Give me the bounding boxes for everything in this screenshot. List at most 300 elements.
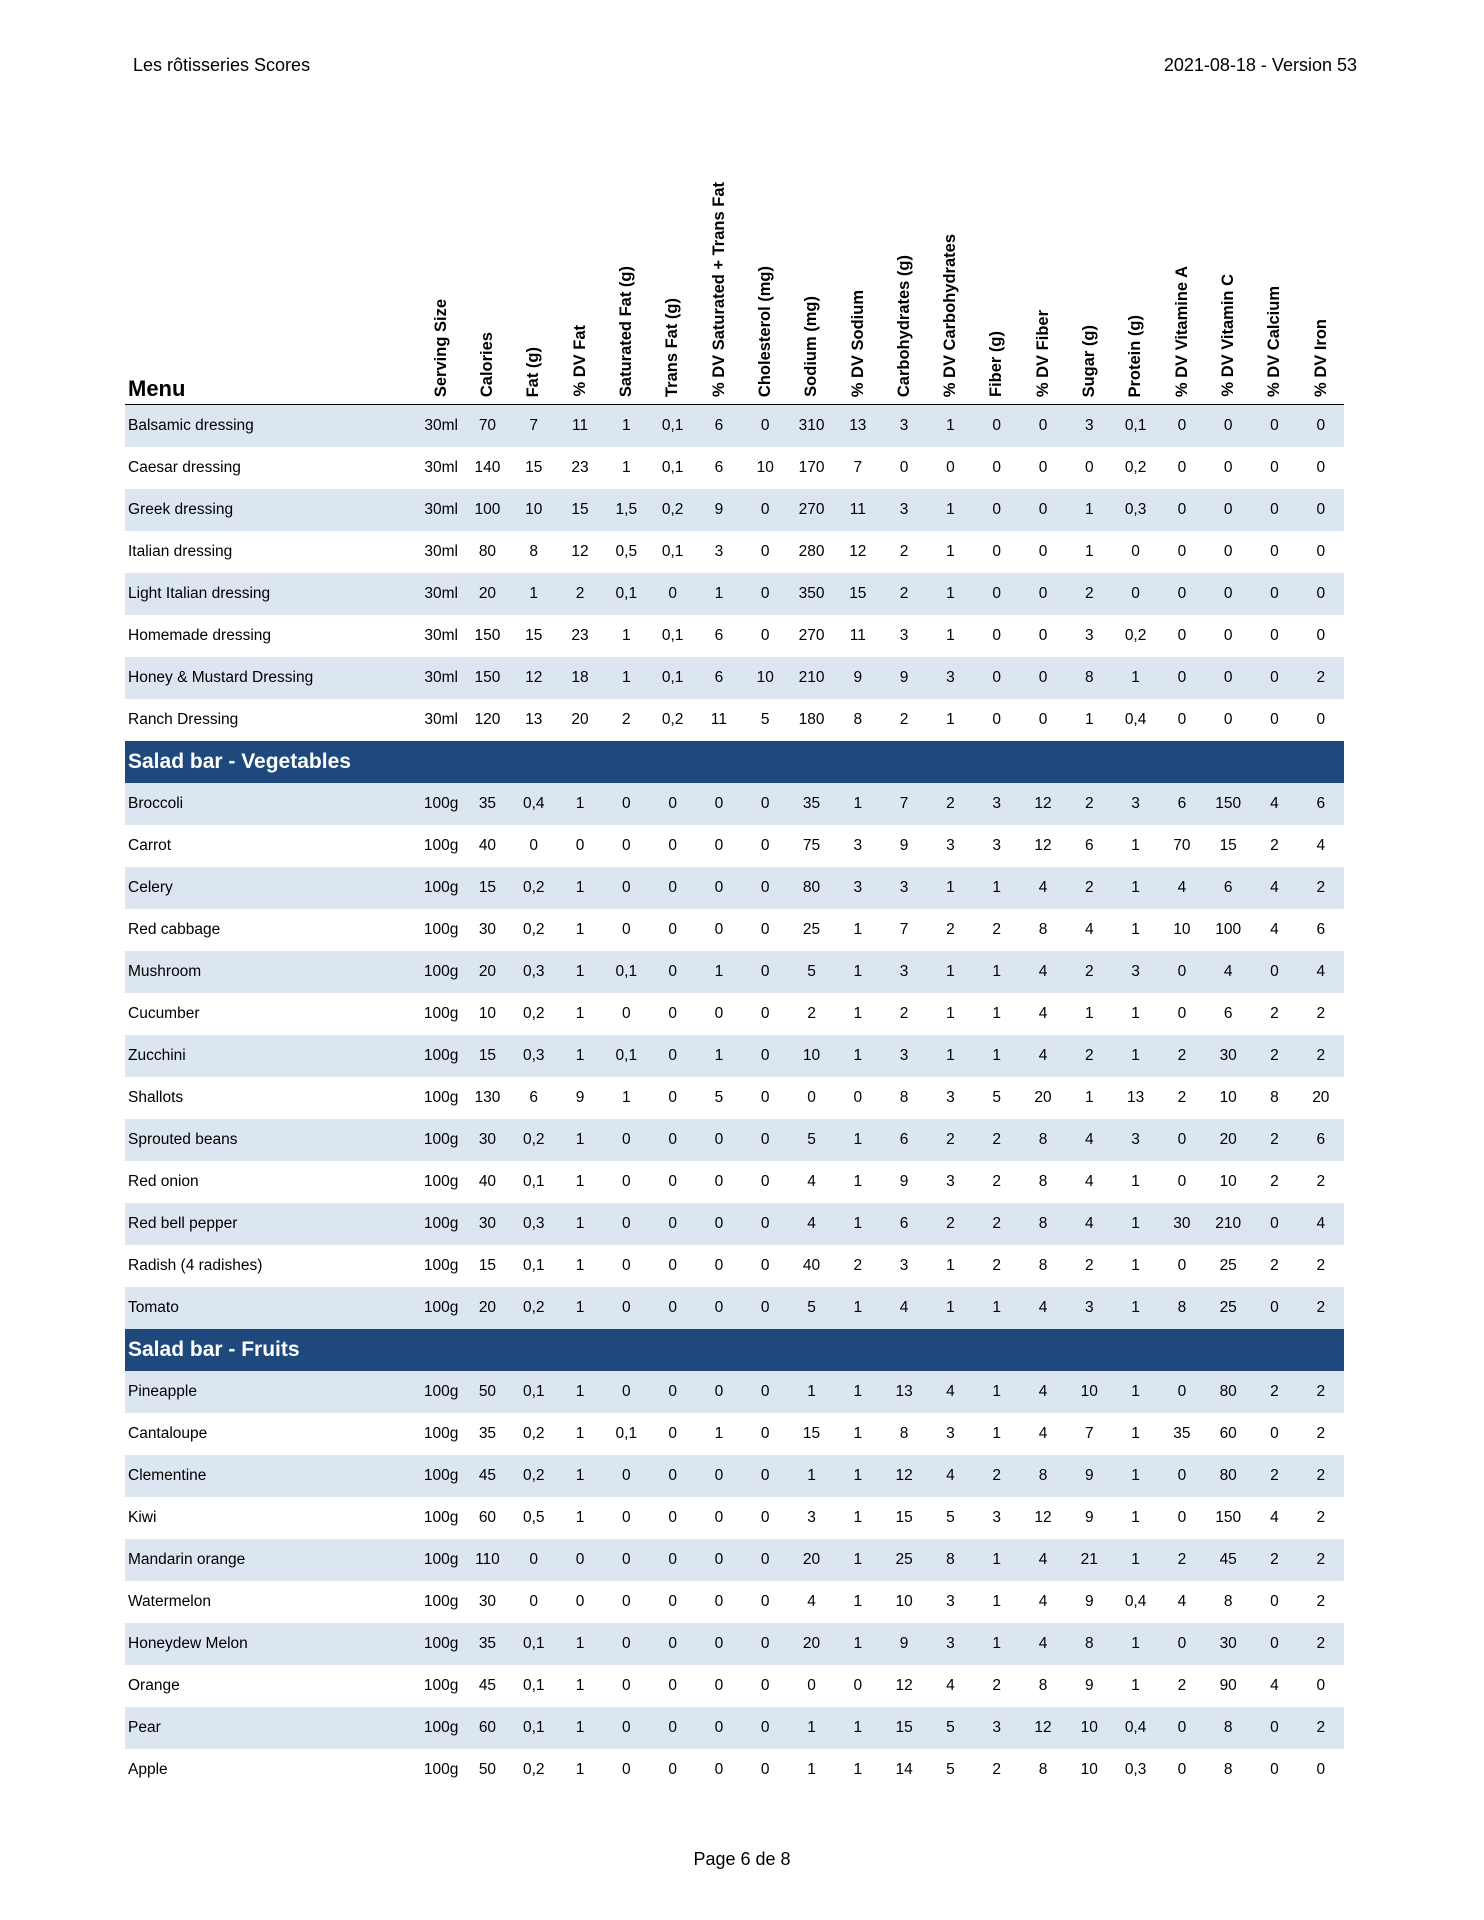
value-cell: 0 [1177, 1509, 1187, 1526]
column-header-label: % DV Vitamine A [1172, 265, 1191, 397]
value-cell: 1 [1131, 921, 1140, 938]
value-cell: 80 [1205, 1371, 1251, 1413]
value-cell: 35 [1173, 1425, 1191, 1442]
value-cell: 15 [464, 1035, 510, 1077]
value-cell: 0 [760, 1509, 770, 1526]
value-cell: 3 [992, 837, 1002, 854]
value-cell: 8 [1270, 1089, 1279, 1106]
value-cell: 4 [1020, 951, 1066, 993]
value-cell: 35 [464, 783, 510, 825]
table-row [125, 1707, 1344, 1749]
value-cell: 0,1 [522, 1173, 545, 1190]
value-cell: 2 [1298, 867, 1344, 909]
value-cell: 23 [571, 459, 589, 476]
item-name-cell: Clementine [125, 1455, 418, 1497]
value-cell: 0 [603, 1707, 649, 1749]
value-cell: 5 [946, 1761, 955, 1778]
value-cell: 1 [788, 1707, 834, 1749]
value-cell: 15 [478, 1257, 497, 1274]
value-cell: 0 [1251, 405, 1297, 448]
value-cell: 2 [1270, 1173, 1279, 1190]
value-cell: 30ml [418, 657, 464, 699]
value-cell: 0,4 [1112, 1707, 1158, 1749]
value-cell: 2 [1298, 1035, 1344, 1077]
value-cell: 2 [1316, 1509, 1326, 1526]
value-cell: 18 [557, 657, 603, 699]
value-cell: 3 [881, 405, 927, 448]
value-cell: 80 [1205, 1455, 1251, 1497]
value-cell: 1 [575, 1257, 585, 1274]
table-row [125, 993, 1344, 1035]
value-cell: 2 [1316, 1005, 1326, 1022]
value-cell: 2 [557, 573, 603, 615]
value-cell: 1 [992, 1593, 1002, 1610]
value-cell: 0,5 [615, 543, 638, 560]
value-cell: 75 [802, 837, 821, 854]
value-cell: 0 [714, 1257, 724, 1274]
value-cell: 8 [1159, 1287, 1205, 1329]
table-row [125, 573, 1344, 615]
column-header [927, 150, 973, 405]
value-cell: 0,1 [661, 543, 684, 560]
item-name-cell: Watermelon [128, 1593, 211, 1610]
value-cell: 0 [974, 489, 1020, 531]
value-cell: 1 [927, 573, 973, 615]
value-cell: 4 [1251, 783, 1297, 825]
value-cell: 0 [696, 1119, 742, 1161]
value-cell: 2 [974, 1455, 1020, 1497]
value-cell: 100g [418, 1203, 464, 1245]
value-cell: 10 [1219, 1089, 1237, 1106]
column-header [881, 150, 927, 405]
value-cell: 1 [622, 627, 631, 644]
value-cell: 40 [802, 1257, 821, 1274]
value-cell: 0,2 [649, 489, 695, 531]
value-cell: 45 [478, 1677, 497, 1694]
value-cell: 9 [696, 489, 742, 531]
value-cell: 1 [853, 1173, 863, 1190]
value-cell: 14 [895, 1761, 913, 1778]
value-cell: 80 [788, 867, 834, 909]
value-cell: 0 [899, 459, 909, 476]
value-cell: 0 [649, 1203, 695, 1245]
value-cell: 3 [1112, 951, 1158, 993]
item-name-cell: Light Italian dressing [125, 573, 418, 615]
value-cell: 7 [1084, 1425, 1094, 1442]
value-cell: 1 [946, 711, 955, 728]
value-cell: 0 [622, 1677, 631, 1694]
column-header-label: % DV Fiber [1033, 309, 1052, 397]
item-name-cell: Red cabbage [128, 921, 221, 938]
value-cell: 4 [1298, 951, 1344, 993]
value-cell: 0,1 [603, 573, 649, 615]
value-cell: 8 [1223, 1761, 1233, 1778]
item-name-cell: Balsamic dressing [125, 405, 418, 448]
value-cell: 8 [853, 711, 863, 728]
value-cell: 15 [525, 627, 543, 644]
table-row [125, 783, 1344, 825]
value-cell: 0 [1298, 405, 1344, 448]
value-cell: 0,1 [661, 627, 684, 644]
value-cell: 0,4 [511, 783, 557, 825]
value-cell: 1 [807, 1761, 816, 1778]
value-cell: 25 [1205, 1287, 1251, 1329]
column-header [742, 150, 788, 405]
value-cell: 0 [1270, 1593, 1279, 1610]
value-cell: 4 [1020, 1287, 1066, 1329]
value-cell: 0 [1177, 711, 1187, 728]
value-cell: 1 [927, 1035, 973, 1077]
value-cell: 10 [478, 1005, 497, 1022]
value-cell: 1 [1112, 867, 1158, 909]
value-cell: 2 [992, 921, 1002, 938]
value-cell: 0 [1159, 405, 1205, 448]
value-cell: 0 [603, 1539, 649, 1581]
value-cell: 0 [714, 1761, 724, 1778]
item-name-cell: Orange [128, 1677, 180, 1694]
value-cell: 7 [881, 783, 927, 825]
item-name-cell: Mushroom [125, 951, 418, 993]
value-cell: 0,2 [522, 1761, 545, 1778]
value-cell: 1 [557, 783, 603, 825]
value-cell: 1 [622, 1089, 631, 1106]
value-cell: 0,2 [522, 921, 545, 938]
value-cell: 0 [742, 783, 788, 825]
value-cell: 0 [807, 1089, 816, 1106]
value-cell: 0 [1270, 711, 1279, 728]
value-cell: 0 [1177, 543, 1187, 560]
value-cell: 5 [760, 711, 770, 728]
value-cell: 0 [1316, 459, 1326, 476]
value-cell: 1 [557, 1287, 603, 1329]
value-cell: 35 [788, 783, 834, 825]
value-cell: 2 [992, 1677, 1002, 1694]
value-cell: 1 [1084, 1089, 1094, 1106]
item-name-cell: Ranch Dressing [128, 711, 239, 728]
value-cell: 4 [1251, 867, 1297, 909]
value-cell: 0 [1205, 405, 1251, 448]
table-row [125, 1497, 1344, 1539]
value-cell: 0 [760, 627, 770, 644]
value-cell: 2 [853, 1257, 863, 1274]
value-cell: 2 [1298, 657, 1344, 699]
value-cell: 2 [1298, 1455, 1344, 1497]
column-header-label: Fiber (g) [987, 331, 1006, 397]
column-header-label: % DV Carbohydrates [941, 233, 960, 397]
value-cell: 280 [798, 543, 825, 560]
value-cell: 0 [714, 1677, 724, 1694]
value-cell: 1 [1112, 1035, 1158, 1077]
value-cell: 9 [881, 657, 927, 699]
table-row [125, 1287, 1344, 1329]
value-cell: 1 [1131, 1257, 1140, 1274]
value-cell: 0 [649, 783, 695, 825]
value-cell: 1 [853, 1593, 863, 1610]
document-title: Les rôtisseries Scores [133, 55, 311, 75]
value-cell: 0 [1251, 1707, 1297, 1749]
value-cell: 150 [1205, 783, 1251, 825]
value-cell: 0 [1177, 1761, 1187, 1778]
column-header [788, 150, 834, 405]
value-cell: 100g [418, 1035, 464, 1077]
value-cell: 0 [1270, 543, 1279, 560]
value-cell: 0 [649, 951, 695, 993]
value-cell: 20 [1034, 1089, 1052, 1106]
value-cell: 0 [760, 1005, 770, 1022]
value-cell: 12 [571, 543, 589, 560]
value-cell: 100g [423, 1509, 459, 1526]
value-cell: 3 [1066, 1287, 1112, 1329]
value-cell: 2 [622, 711, 631, 728]
value-cell: 30ml [424, 543, 458, 560]
value-cell: 100 [1215, 921, 1242, 938]
value-cell: 1 [1131, 1677, 1140, 1694]
value-cell: 12 [849, 543, 867, 560]
value-cell: 0 [1316, 711, 1326, 728]
value-cell: 4 [1038, 1425, 1048, 1442]
value-cell: 0 [649, 1455, 695, 1497]
value-cell: 0,4 [1124, 711, 1147, 728]
value-cell: 0 [1038, 711, 1048, 728]
value-cell: 0,2 [511, 1119, 557, 1161]
value-cell: 0 [1112, 573, 1158, 615]
value-cell: 60 [478, 1509, 497, 1526]
item-name-cell: Pineapple [125, 1371, 418, 1413]
value-cell: 11 [849, 627, 866, 644]
item-name-cell: Radish (4 radishes) [128, 1257, 263, 1274]
value-cell: 0 [622, 837, 631, 854]
value-cell: 6 [1223, 1005, 1233, 1022]
value-cell: 8 [1020, 1203, 1066, 1245]
value-cell: 1 [557, 867, 603, 909]
value-cell: 5 [927, 1707, 973, 1749]
value-cell: 0 [668, 837, 677, 854]
value-cell: 0 [714, 1509, 724, 1526]
value-cell: 3 [992, 1509, 1002, 1526]
value-cell: 0 [992, 459, 1002, 476]
column-header [464, 150, 510, 405]
table-row [125, 1161, 1344, 1203]
value-cell: 5 [992, 1089, 1002, 1106]
value-cell: 0 [742, 1539, 788, 1581]
value-cell: 4 [1020, 1623, 1066, 1665]
value-cell: 10 [1080, 1761, 1098, 1778]
value-cell: 0 [1020, 405, 1066, 448]
value-cell: 0 [1251, 573, 1297, 615]
value-cell: 9 [899, 1173, 909, 1190]
table-row [125, 489, 1344, 531]
value-cell: 4 [927, 1455, 973, 1497]
value-cell: 0 [696, 1455, 742, 1497]
value-cell: 6 [529, 1089, 539, 1106]
table-row [125, 1245, 1344, 1287]
value-cell: 0 [742, 1035, 788, 1077]
value-cell: 0 [853, 1089, 863, 1106]
value-cell: 0 [760, 1089, 770, 1106]
value-cell: 40 [478, 837, 497, 854]
value-cell: 3 [881, 1035, 927, 1077]
column-header-label: % DV Sodium [848, 289, 867, 397]
value-cell: 0 [1223, 711, 1233, 728]
value-cell: 100g [418, 951, 464, 993]
value-cell: 0 [1316, 1761, 1326, 1778]
value-cell: 0 [622, 1173, 631, 1190]
value-cell: 4 [1270, 921, 1279, 938]
value-cell: 0 [992, 711, 1002, 728]
value-cell: 0 [649, 1035, 695, 1077]
value-cell: 0,1 [511, 1707, 557, 1749]
value-cell: 45 [464, 1455, 510, 1497]
value-cell: 310 [788, 405, 834, 448]
item-name-cell: Zucchini [125, 1035, 418, 1077]
value-cell: 0 [1159, 1455, 1205, 1497]
value-cell: 0 [1020, 489, 1066, 531]
value-cell: 30 [464, 1203, 510, 1245]
value-cell: 0 [696, 1287, 742, 1329]
value-cell: 0,1 [603, 951, 649, 993]
value-cell: 2 [1251, 1455, 1297, 1497]
table-row [125, 1119, 1344, 1161]
value-cell: 10 [742, 657, 788, 699]
value-cell: 4 [788, 1203, 834, 1245]
nutrition-table [125, 150, 1344, 1791]
value-cell: 1 [974, 951, 1020, 993]
value-cell: 21 [1066, 1539, 1112, 1581]
column-header-label: Cholesterol (mg) [755, 265, 774, 397]
column-header-label: Calories [478, 331, 497, 397]
value-cell: 0 [1298, 573, 1344, 615]
value-cell: 8 [1066, 657, 1112, 699]
item-name-cell: Kiwi [128, 1509, 157, 1526]
value-cell: 0 [575, 1593, 585, 1610]
value-cell: 0,3 [511, 951, 557, 993]
value-cell: 1 [1084, 543, 1094, 560]
value-cell: 3 [714, 543, 724, 560]
value-cell: 8 [899, 1089, 909, 1106]
value-cell: 1 [696, 1035, 742, 1077]
value-cell: 0 [603, 1287, 649, 1329]
value-cell: 10 [756, 459, 774, 476]
value-cell: 4 [1177, 1593, 1187, 1610]
value-cell: 2 [1316, 1257, 1326, 1274]
value-cell: 15 [525, 459, 543, 476]
value-cell: 30ml [424, 711, 458, 728]
value-cell: 20 [464, 951, 510, 993]
value-cell: 0 [1038, 627, 1048, 644]
value-cell: 270 [798, 627, 825, 644]
value-cell: 9 [1066, 1455, 1112, 1497]
value-cell: 2 [1159, 1539, 1205, 1581]
value-cell: 0 [1270, 1425, 1279, 1442]
column-header-label: % DV Fat [570, 325, 589, 397]
table-row [125, 1413, 1344, 1455]
item-name-cell: Broccoli [125, 783, 418, 825]
value-cell: 0 [649, 1707, 695, 1749]
value-cell: 1 [927, 489, 973, 531]
value-cell: 4 [1038, 1593, 1048, 1610]
value-cell: 0 [946, 459, 955, 476]
value-cell: 30 [464, 1119, 510, 1161]
value-cell: 1 [835, 1539, 881, 1581]
value-cell: 100g [418, 1623, 464, 1665]
value-cell: 100g [418, 783, 464, 825]
item-name-cell: Tomato [125, 1287, 418, 1329]
value-cell: 4 [1298, 1203, 1344, 1245]
value-cell: 11 [835, 489, 881, 531]
value-cell: 150 [464, 657, 510, 699]
page-number: Page 6 de 8 [693, 1849, 791, 1869]
value-cell: 0 [575, 837, 585, 854]
value-cell: 10 [1173, 921, 1191, 938]
value-cell: 0 [974, 657, 1020, 699]
value-cell: 11 [557, 405, 603, 448]
table-row [125, 1455, 1344, 1497]
value-cell: 350 [788, 573, 834, 615]
item-name-cell: Greek dressing [125, 489, 418, 531]
item-name-cell: Honeydew Melon [125, 1623, 418, 1665]
value-cell: 2 [1251, 1539, 1297, 1581]
value-cell: 0 [974, 573, 1020, 615]
value-cell: 120 [474, 711, 501, 728]
value-cell: 1 [853, 921, 863, 938]
value-cell: 0 [649, 867, 695, 909]
value-cell: 0 [696, 1203, 742, 1245]
value-cell: 2 [1177, 1677, 1187, 1694]
section-header-row [125, 741, 1344, 783]
column-header-label: % DV Calcium [1265, 286, 1284, 397]
value-cell: 15 [1219, 837, 1237, 854]
table-row [125, 531, 1344, 573]
value-cell: 1 [835, 1371, 881, 1413]
value-cell: 5 [788, 1287, 834, 1329]
value-cell: 3 [899, 627, 909, 644]
value-cell: 1 [557, 951, 603, 993]
value-cell: 0 [557, 1539, 603, 1581]
value-cell: 1 [974, 1623, 1020, 1665]
value-cell: 2 [1298, 1371, 1344, 1413]
value-cell: 0 [1159, 573, 1205, 615]
value-cell: 1 [835, 951, 881, 993]
value-cell: 1,5 [603, 489, 649, 531]
value-cell: 20 [788, 1623, 834, 1665]
column-header [603, 150, 649, 405]
value-cell: 2 [1066, 783, 1112, 825]
item-name-cell: Celery [125, 867, 418, 909]
menu-column-header: Menu [125, 150, 418, 405]
value-cell: 2 [1066, 573, 1112, 615]
value-cell: 0 [1020, 573, 1066, 615]
value-cell: 3 [946, 837, 955, 854]
value-cell: 0 [1177, 627, 1187, 644]
value-cell: 1 [927, 867, 973, 909]
item-name-cell: Caesar dressing [128, 459, 241, 476]
value-cell: 20 [464, 573, 510, 615]
value-cell: 1 [557, 1035, 603, 1077]
value-cell: 2 [1316, 1425, 1326, 1442]
value-cell: 0 [668, 1257, 677, 1274]
value-cell: 10 [1219, 1173, 1237, 1190]
value-cell: 1 [1131, 1425, 1140, 1442]
value-cell: 35 [464, 1623, 510, 1665]
value-cell: 1 [1084, 711, 1094, 728]
value-cell: 3 [974, 1707, 1020, 1749]
value-cell: 0 [1038, 459, 1048, 476]
value-cell: 4 [927, 1371, 973, 1413]
value-cell: 3 [1112, 1119, 1158, 1161]
value-cell: 5 [946, 1509, 955, 1526]
value-cell: 4 [1084, 921, 1094, 938]
value-cell: 0 [696, 867, 742, 909]
